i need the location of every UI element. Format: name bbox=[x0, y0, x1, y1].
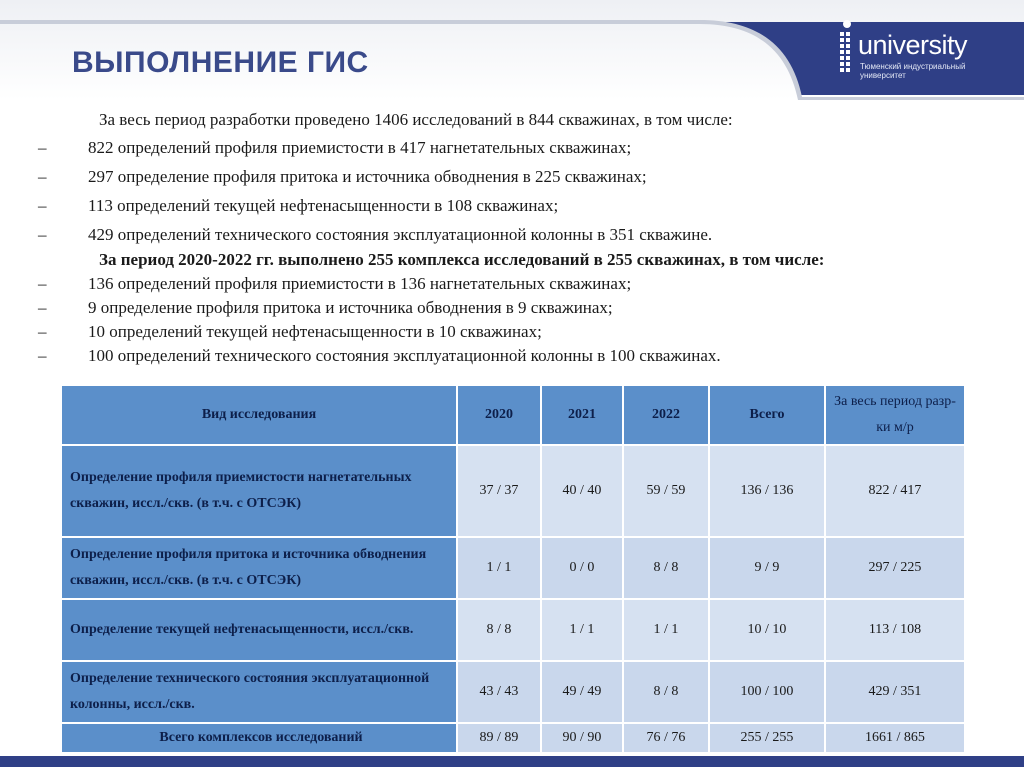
university-logo bbox=[838, 18, 988, 98]
table-cell: 8 / 8 bbox=[457, 599, 541, 661]
table-header-row bbox=[61, 385, 965, 445]
total-label: Всего комплексов исследований bbox=[61, 723, 457, 753]
list-dash: – bbox=[38, 167, 47, 186]
table-total-row bbox=[61, 723, 965, 753]
row-label: Определение технического состояния эксплуатационной колонны, иссл./скв. bbox=[61, 661, 457, 723]
table-cell: 89 / 89 bbox=[457, 723, 541, 753]
column-header: 2021 bbox=[541, 385, 623, 445]
list-dash: – bbox=[38, 274, 47, 293]
table-cell: 9 / 9 bbox=[709, 537, 825, 599]
list-item: 9 определение профиля притока и источника обводнения в 9 скважинах; bbox=[88, 298, 613, 317]
list-dash: – bbox=[38, 322, 47, 341]
research-table bbox=[60, 384, 966, 754]
intro-line: За весь период разработки проведено 1406 исследований в 844 скважинах, в том числе: bbox=[99, 110, 733, 129]
logo-name: university bbox=[858, 30, 968, 60]
column-header: 2022 bbox=[623, 385, 709, 445]
list-item: 113 определений текущей нефтенасыщенности в 108 скважинах; bbox=[88, 196, 559, 215]
column-header: Вид исследования bbox=[61, 385, 457, 445]
table-cell: 40 / 40 bbox=[541, 445, 623, 537]
table-cell: 59 / 59 bbox=[623, 445, 709, 537]
university-logo-icon bbox=[838, 18, 856, 78]
column-header: Всего bbox=[709, 385, 825, 445]
list-item: 429 определений технического состояния эксплуатационной колонны в 351 скважине. bbox=[88, 225, 713, 244]
slide-header bbox=[0, 0, 1024, 100]
list-item: 297 определение профиля притока и источника обводнения в 225 скважинах; bbox=[88, 167, 647, 186]
table-cell: 0 / 0 bbox=[541, 537, 623, 599]
column-header: За весь период разр-ки м/р bbox=[825, 385, 965, 445]
list-dash: – bbox=[38, 298, 47, 317]
table-cell: 49 / 49 bbox=[541, 661, 623, 723]
list-dash: – bbox=[38, 138, 47, 157]
table-cell: 76 / 76 bbox=[623, 723, 709, 753]
table-row bbox=[61, 445, 965, 537]
table-cell: 1661 / 865 bbox=[825, 723, 965, 753]
table-cell: 8 / 8 bbox=[623, 661, 709, 723]
table-cell: 100 / 100 bbox=[709, 661, 825, 723]
table-row bbox=[61, 661, 965, 723]
table-cell: 113 / 108 bbox=[825, 599, 965, 661]
row-label: Определение текущей нефтенасыщенности, иссл./скв. bbox=[61, 599, 457, 661]
table-cell: 136 / 136 bbox=[709, 445, 825, 537]
list-dash: – bbox=[38, 225, 47, 244]
table-row bbox=[61, 599, 965, 661]
row-label: Определение профиля притока и источника обводнения скважин, иссл./скв. (в т.ч. с ОТСЭК) bbox=[61, 537, 457, 599]
logo-subtitle: Тюменский индустриальный университет bbox=[860, 62, 966, 80]
list-dash: – bbox=[38, 346, 47, 365]
footer-bar bbox=[0, 756, 1024, 767]
period-intro-line: За период 2020-2022 гг. выполнено 255 комплекса исследований в 255 скважинах, в том числе: bbox=[99, 250, 825, 269]
table-row bbox=[61, 537, 965, 599]
list-item: 136 определений профиля приемистости в 136 нагнетательных скважинах; bbox=[88, 274, 632, 293]
table-cell: 10 / 10 bbox=[709, 599, 825, 661]
page-title: ВЫПОЛНЕНИЕ ГИС bbox=[72, 46, 369, 79]
row-label: Определение профиля приемистости нагнетательных скважин, иссл./скв. (в т.ч. с ОТСЭК) bbox=[61, 445, 457, 537]
table-cell: 1 / 1 bbox=[623, 599, 709, 661]
table-cell: 90 / 90 bbox=[541, 723, 623, 753]
table-cell: 1 / 1 bbox=[541, 599, 623, 661]
table-cell: 37 / 37 bbox=[457, 445, 541, 537]
table-cell: 297 / 225 bbox=[825, 537, 965, 599]
list-item: 822 определений профиля приемистости в 417 нагнетательных скважинах; bbox=[88, 138, 632, 157]
table-cell: 8 / 8 bbox=[623, 537, 709, 599]
list-dash: – bbox=[38, 196, 47, 215]
table-cell: 822 / 417 bbox=[825, 445, 965, 537]
table-cell: 1 / 1 bbox=[457, 537, 541, 599]
table-cell: 429 / 351 bbox=[825, 661, 965, 723]
list-item: 100 определений технического состояния эксплуатационной колонны в 100 скважинах. bbox=[88, 346, 721, 365]
table-cell: 43 / 43 bbox=[457, 661, 541, 723]
list-item: 10 определений текущей нефтенасыщенности в 10 скважинах; bbox=[88, 322, 542, 341]
table-cell: 255 / 255 bbox=[709, 723, 825, 753]
column-header: 2020 bbox=[457, 385, 541, 445]
